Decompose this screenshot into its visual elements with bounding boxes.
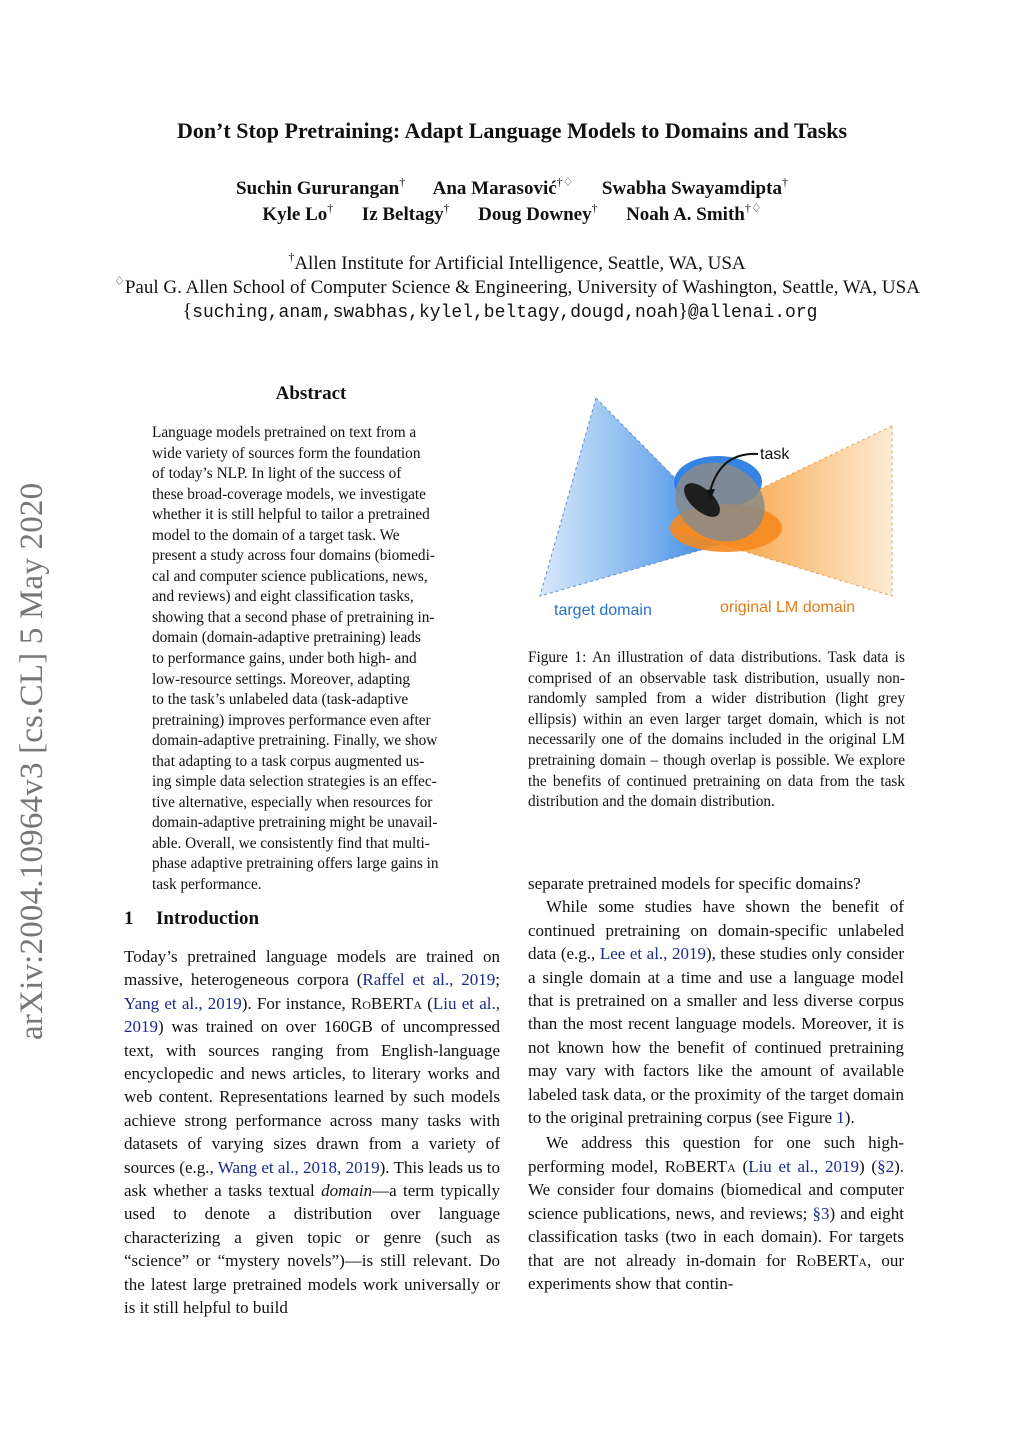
email-brace-close: } <box>678 300 688 322</box>
text-run: ; <box>495 970 500 990</box>
affiliation-uw <box>0 274 1024 299</box>
affiliation-text: Allen Institute for Artificial Intelligence, Seattle, WA, USA <box>294 253 746 274</box>
text-run: ). For instance, <box>241 993 351 1013</box>
abstract-line: ing simple data selection strategies is an effec- <box>152 773 437 791</box>
text-run: While some studies have shown the benefit of continued pretraining on domain-specific unlabeled data (e.g., <box>528 897 904 964</box>
author-name: Swabha Swayamdipta <box>601 178 782 199</box>
text-run: ( <box>422 993 433 1013</box>
author-emails[interactable] <box>0 300 1000 323</box>
abstract-line: phase adaptive pretraining offers large gains in <box>152 855 439 873</box>
abstract-line: pretraining) improves performance even after <box>152 711 431 729</box>
author-name: Noah A. Smith <box>626 204 745 225</box>
text-run: ) was trained on over 160GB of uncompressed text, with sources ranging from English-language encyclopedic and news articles, to literary works and web content. Representations learned by such models achieve strong performance across many tasks with datasets of varying sizes drawn from a variety of sources (e.g., <box>124 1017 500 1177</box>
abstract-line: cal and computer science publications, news, <box>152 567 428 585</box>
email-brace-open: { <box>182 300 193 322</box>
author-line-1 <box>0 175 1024 200</box>
intro-column-left <box>124 945 500 1320</box>
author-name: Doug Downey <box>478 204 592 225</box>
citation-raffel[interactable]: Raffel et al., 2019 <box>362 970 496 990</box>
author-mark: † <box>327 201 334 215</box>
intro-paragraph-1 <box>124 945 500 1320</box>
author-mark: † <box>781 175 788 189</box>
emphasis-domain: domain <box>321 1181 373 1201</box>
section-reference-2[interactable]: §2 <box>877 1156 895 1176</box>
citation-liu[interactable]: Liu et al., 2019 <box>748 1156 860 1176</box>
abstract-line: these broad-coverage models, we investigate <box>152 485 426 503</box>
figure-reference[interactable]: 1 <box>836 1108 845 1128</box>
citation-liu[interactable]: Liu et al., 2019 <box>124 993 500 1037</box>
author-mark: † <box>399 175 406 189</box>
text-run: ). This leads us to ask whether a tasks textual <box>124 1157 500 1201</box>
text-run: ). We consider four domains (biomedical and computer science publications, news, and reviews; <box>528 1156 904 1223</box>
intro-paragraph-1-continued: separate pretrained models for specific domains? <box>528 874 861 893</box>
text-run: ). <box>844 1108 855 1128</box>
affiliation-mark: † <box>288 250 295 264</box>
abstract-line: model to the domain of a target task. We <box>152 526 400 544</box>
author-mark: †♢ <box>744 201 762 215</box>
model-name-roberta: RoBERTa <box>350 993 423 1013</box>
affiliation-text: Paul G. Allen School of Computer Science & Engineering, University of Washington, Seattle, WA, USA <box>124 277 920 298</box>
model-name-roberta: RoBERTa <box>664 1156 736 1176</box>
author-name: Kyle Lo <box>262 204 328 225</box>
abstract-line: showing that a second phase of pretraining in- <box>152 608 435 626</box>
citation-wang[interactable]: Wang et al., 2018, 2019 <box>217 1157 380 1177</box>
citation-lee[interactable]: Lee et al., 2019 <box>599 944 706 964</box>
figure-caption: Figure 1: An illustration of data distributions. Task data is comprised of an observable task distribution, usually non-randomly sampled from a wider distribution (light grey ellipsis) within an even larger target domain, which is not necessarily one of the domains included in the original LM pretraining domain – though overlap is possible. We explore the benefits of continued pretraining on data from the task distribution and the domain distribution. <box>528 649 905 811</box>
abstract-line: wide variety of sources form the foundation <box>152 444 421 462</box>
email-domain: @allenai.org <box>687 303 818 323</box>
abstract-line: that adapting to a task corpus augmented us- <box>152 752 425 770</box>
abstract-line: to the task’s unlabeled data (task-adaptive <box>152 691 409 709</box>
abstract-line: tive alternative, especially when resources for <box>152 793 433 811</box>
abstract-line: of today’s NLP. In light of the success of <box>152 465 402 483</box>
abstract-line: low-resource settings. Moreover, adapting <box>152 670 411 688</box>
lm-domain-label: original LM domain <box>720 599 856 616</box>
abstract-line: present a study across four domains (biomedi- <box>152 547 435 565</box>
section-heading-introduction <box>124 908 259 930</box>
model-name-roberta: RoBERTa <box>795 1250 868 1270</box>
section-title: Introduction <box>156 908 260 929</box>
author-mark: †♢ <box>556 175 574 189</box>
section-number: 1 <box>124 908 134 929</box>
abstract-line: domain-adaptive pretraining. Finally, we show <box>152 732 438 750</box>
affiliation-mark: ♢ <box>114 274 125 288</box>
intro-column-right <box>528 872 904 1295</box>
section-reference-3[interactable]: §3 <box>812 1203 830 1223</box>
abstract-line: whether it is still helpful to tailor a pretrained <box>152 506 430 524</box>
abstract-line: able. Overall, we consistently find that multi- <box>152 834 430 852</box>
author-name: Ana Marasović <box>432 178 557 199</box>
intro-paragraph-2 <box>528 895 904 1129</box>
email-users: suching,anam,swabhas,kylel,beltagy,dougd,noah <box>192 303 679 323</box>
text-run: ), these studies only consider a single domain at a time and use a language model that is pretrained on a smaller and less diverse corpus than the most recent language models. Moreover, it is not known how the benefit of continued pretraining may vary with factors like the amount of available labeled task data, or the proximity of the target domain to the original pretraining corpus (see Figure <box>528 944 904 1128</box>
abstract-line: and reviews) and eight classification tasks, <box>152 588 414 606</box>
text-run: —a term typically used to denote a distribution over language characterizing a given topic or genre (such as “science” or “mystery novels”)—is still relevant. Do the latest large pretrained models work universally or is it still helpful to build <box>124 1181 501 1318</box>
author-mark: † <box>443 201 450 215</box>
author-mark: † <box>591 201 598 215</box>
abstract-line: domain-adaptive pretraining might be unavail- <box>152 814 438 832</box>
text-run: ( <box>735 1156 749 1176</box>
affiliation-ai2 <box>0 250 1024 275</box>
intro-paragraph-3 <box>528 1131 904 1295</box>
paper-title: Don’t Stop Pretraining: Adapt Language Models to Domains and Tasks <box>176 118 848 143</box>
abstract-line: to performance gains, under both high- and <box>152 650 417 668</box>
abstract-line: task performance. <box>152 876 262 894</box>
text-run: ) and eight classification tasks (two in each domain). For targets that are not already in-domain for <box>528 1203 904 1270</box>
task-label: task <box>760 446 790 463</box>
abstract-line: domain (domain-adaptive pretraining) leads <box>152 629 421 647</box>
abstract-line: Language models pretrained on text from a <box>152 424 417 441</box>
author-line-2 <box>0 201 1024 226</box>
author-name: Suchin Gururangan <box>236 178 400 199</box>
author-name: Iz Beltagy <box>361 204 444 225</box>
citation-yang[interactable]: Yang et al., 2019 <box>124 993 242 1013</box>
figure-data-distributions <box>520 390 920 630</box>
text-run: Today’s pretrained language models are trained on massive, heterogeneous corpora ( <box>124 947 500 990</box>
arxiv-identifier: arXiv:2004.10964v3 [cs.CL] 5 May 2020 <box>14 482 50 1040</box>
abstract-heading: Abstract <box>275 383 347 404</box>
text-run: ) ( <box>859 1156 878 1176</box>
target-domain-label: target domain <box>554 602 652 619</box>
text-run: , our experiments show that contin- <box>528 1250 904 1293</box>
abstract-body <box>152 423 470 896</box>
text-run: We address this question for one such high-performing model, <box>528 1133 904 1176</box>
